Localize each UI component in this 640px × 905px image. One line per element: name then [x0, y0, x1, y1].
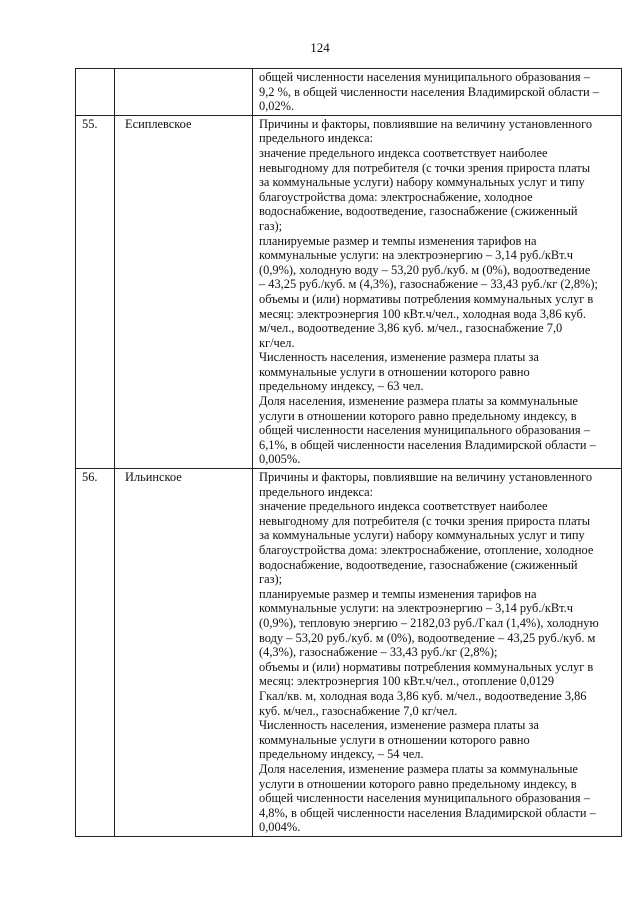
- municipality-table: [75, 68, 622, 837]
- description-line: благоустройства дома: электроснабжение, отопление, холодное: [259, 543, 594, 557]
- municipality-name: Есиплевское: [115, 115, 253, 468]
- description-line: газ);: [259, 572, 283, 587]
- description-line: месяц: электроэнергия 100 кВт.ч/чел., холодная вода 3,86 куб.: [259, 306, 586, 321]
- description-line: Численность населения, изменение размера платы за: [259, 350, 539, 365]
- municipality-name: [115, 69, 253, 116]
- description-line: 9,2 %, в общей численности населения Владимирской области –: [259, 84, 599, 99]
- description-line: Гкал/кв. м, холодная вода 3,86 куб. м/чел., водоотведение 3,86: [259, 688, 587, 703]
- description-line: Доля населения, изменение размера платы за коммунальные: [259, 394, 578, 409]
- description-line: газ);: [259, 218, 283, 233]
- row-number: 56.: [76, 469, 115, 837]
- table-row: [76, 69, 622, 116]
- table-row: [76, 469, 622, 837]
- description-line: куб. м/чел., газоснабжение 7,0 кг/чел.: [259, 703, 458, 718]
- description-line: (4,3%), газоснабжение – 33,43 руб./кг (2,8%);: [259, 645, 498, 660]
- description-line: объемы и (или) нормативы потребления коммунальных услуг в: [259, 659, 594, 674]
- description-line: м/чел., водоотведение 3,86 куб. м/чел., газоснабжение 7,0: [259, 321, 563, 336]
- description-line: благоустройства дома: электроснабжение, холодное: [259, 189, 533, 204]
- description-line: коммунальные услуги в отношении которого равно: [259, 364, 530, 379]
- description-line: кг/чел.: [259, 335, 295, 350]
- description-line: 4,8%, в общей численности населения Владимирской области –: [259, 805, 596, 820]
- table-row: [76, 115, 622, 468]
- description-line: (0,9%), тепловую энергию – 2182,03 руб./Гкал (1,4%), холодную: [259, 615, 599, 630]
- description-line: невыгодному для потребителя (с точки зрения прироста платы: [259, 160, 591, 175]
- description-line: планируемые размер и темпы изменения тарифов на: [259, 586, 537, 601]
- description-line: предельного индекса:: [259, 484, 374, 499]
- description-line: за коммунальные услуги) набору коммунальных услуг и типу: [259, 175, 585, 190]
- description-line: общей численности населения муниципального образования –: [259, 791, 590, 806]
- description-line: (0,9%), холодную воду – 53,20 руб./куб. м (0%), водоотведение: [259, 262, 591, 277]
- description-line: невыгодному для потребителя (с точки зрения прироста платы: [259, 513, 591, 528]
- row-number: 55.: [76, 115, 115, 468]
- description-line: общей численности населения муниципального образования –: [259, 423, 590, 438]
- description-line: – 43,25 руб./куб. м (4,3%), газоснабжение – 33,43 руб./кг (2,8%);: [259, 277, 598, 292]
- description-line: Численность населения, изменение размера платы за: [259, 718, 539, 733]
- row-number: [76, 69, 115, 116]
- description-line: значение предельного индекса соответствует наиболее: [259, 499, 548, 514]
- description-line: Причины и факторы, повлиявшие на величину установленного: [259, 116, 593, 131]
- description-line: Доля населения, изменение размера платы за коммунальные: [259, 761, 578, 776]
- description-line: воду – 53,20 руб./куб. м (0%), водоотведение – 43,25 руб./куб. м: [259, 630, 596, 645]
- municipality-name: Ильинское: [115, 469, 253, 837]
- description-line: коммунальные услуги в отношении которого равно: [259, 732, 530, 747]
- description-line: общей численности населения муниципального образования –: [259, 70, 590, 84]
- description-line: значение предельного индекса соответствует наиболее: [259, 145, 548, 160]
- description-line: за коммунальные услуги) набору коммунальных услуг и типу: [259, 528, 585, 543]
- description-line: коммунальные услуги: на электроэнергию – 3,14 руб./кВт.ч: [259, 601, 573, 616]
- description-line: водоснабжение, водоотведение, газоснабжение (сжиженный: [259, 204, 578, 219]
- description-line: 0,004%.: [259, 820, 301, 835]
- description-line: Причины и факторы, повлиявшие на величину установленного: [259, 470, 593, 485]
- description-line: коммунальные услуги: на электроэнергию – 3,14 руб./кВт.ч: [259, 248, 573, 263]
- description-cell: [253, 115, 622, 468]
- page-number: 124: [310, 40, 330, 55]
- description-line: месяц: электроэнергия 100 кВт.ч/чел., отопление 0,0129: [259, 674, 555, 689]
- description-cell: [253, 69, 622, 116]
- description-line: 0,005%.: [259, 452, 301, 467]
- description-line: предельному индексу, – 63 чел.: [259, 379, 424, 394]
- description-line: услуги в отношении которого равно предельному индексу, в: [259, 776, 577, 791]
- description-line: 6,1%, в общей численности населения Владимирской области –: [259, 437, 596, 452]
- description-line: объемы и (или) нормативы потребления коммунальных услуг в: [259, 291, 594, 306]
- description-line: предельного индекса:: [259, 131, 374, 146]
- description-line: водоснабжение, водоотведение, газоснабжение (сжиженный: [259, 557, 578, 572]
- description-line: услуги в отношении которого равно предельному индексу, в: [259, 408, 577, 423]
- description-line: предельному индексу, – 54 чел.: [259, 747, 424, 762]
- description-cell: [253, 469, 622, 837]
- description-line: планируемые размер и темпы изменения тарифов на: [259, 233, 537, 248]
- description-line: 0,02%.: [259, 99, 295, 114]
